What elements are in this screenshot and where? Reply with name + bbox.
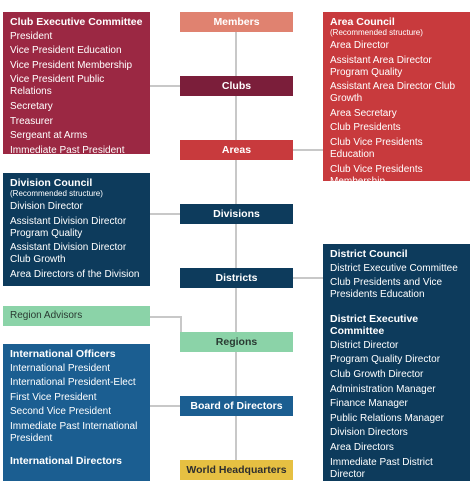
area-council-subtitle: (Recommended structure) — [330, 28, 423, 37]
list-item: Second Vice President — [10, 406, 111, 418]
list-item: Area Secretary — [330, 107, 397, 119]
division-council-panel — [3, 173, 150, 286]
areas-box: Areas — [180, 140, 293, 160]
list-item: International President — [10, 362, 111, 374]
list-item: Club Presidents and Vice Presidents Education — [330, 277, 443, 301]
list-item: Immediate Past District Director — [330, 456, 433, 480]
list-item: Public Relations Manager — [330, 412, 444, 424]
division-council-subtitle: (Recommended structure) — [10, 189, 103, 198]
connector-area-council — [292, 149, 323, 151]
list-item: Secretary — [10, 100, 53, 112]
list-item: Assistant Area Director Club Growth — [330, 81, 456, 105]
connector-international-officers — [150, 405, 180, 407]
list-item: Club Vice Presidents Education — [330, 136, 423, 160]
list-item: Assistant Division Director Club Growth — [10, 242, 127, 266]
list-item: Area Directors of the Division — [10, 268, 140, 280]
district-council-title: District Council — [330, 248, 408, 260]
list-item: Administration Manager — [330, 383, 436, 395]
district-council-panel — [323, 244, 470, 481]
list-item: Immediate Past President — [10, 144, 125, 156]
division-council-title: Division Council — [10, 177, 93, 189]
clubs-box: Clubs — [180, 76, 293, 96]
club-executive-committee-panel — [3, 12, 150, 154]
international-officers-title: International Officers — [10, 348, 116, 360]
list-item: Division Directors — [330, 427, 408, 439]
list-item: Finance Manager — [330, 398, 408, 410]
area-council-title: Area Council — [330, 16, 395, 28]
list-item: Area Director — [330, 40, 389, 51]
area-council-panel — [323, 12, 470, 187]
international-officers-panel — [3, 344, 150, 481]
connector-region-advisors — [150, 316, 181, 318]
districts-box: Districts — [180, 268, 293, 288]
connector-club-committee — [150, 85, 180, 87]
list-item: Area Directors — [330, 441, 394, 453]
club-executive-committee-title: Club Executive Committee — [10, 16, 143, 28]
regions-box: Regions — [180, 332, 293, 352]
list-item: Treasurer — [10, 115, 53, 127]
list-item: Immediate Past International President — [10, 420, 138, 444]
list-item: District Director — [330, 339, 399, 351]
district-executive-committee-title: District Executive Committee — [330, 313, 419, 338]
list-item: Vice President Membership — [10, 59, 133, 71]
list-item: Vice President Education — [10, 45, 122, 57]
list-item: Club Vice Presidents Membership — [330, 163, 423, 187]
list-item: Vice President Public Relations — [10, 74, 105, 98]
list-item: Club Presidents — [330, 122, 401, 134]
list-item: International President-Elect — [10, 377, 136, 389]
divisions-box: Divisions — [180, 204, 293, 224]
list-item: Division Director — [10, 201, 83, 212]
list-item: Sergeant at Arms — [10, 130, 88, 142]
list-item: District Executive Committee — [330, 262, 458, 274]
list-item: Club Growth Director — [330, 368, 424, 380]
list-item: President — [10, 30, 53, 42]
list-item: Program Quality Director — [330, 354, 441, 366]
list-item: Assistant Division Director Program Quality — [10, 215, 127, 239]
board-of-directors-box: Board of Directors — [180, 396, 293, 416]
connector-district-council — [292, 277, 323, 279]
region-advisors-box — [3, 306, 150, 326]
world-headquarters-box: World Headquarters — [180, 460, 293, 480]
connector-division-council — [150, 213, 180, 215]
international-directors-title: International Directors — [10, 454, 123, 467]
list-item: Assistant Area Director Program Quality — [330, 54, 432, 78]
members-box: Members — [180, 12, 293, 32]
region-advisors-label: Region Advisors — [10, 310, 83, 321]
list-item: First Vice President — [10, 391, 97, 403]
